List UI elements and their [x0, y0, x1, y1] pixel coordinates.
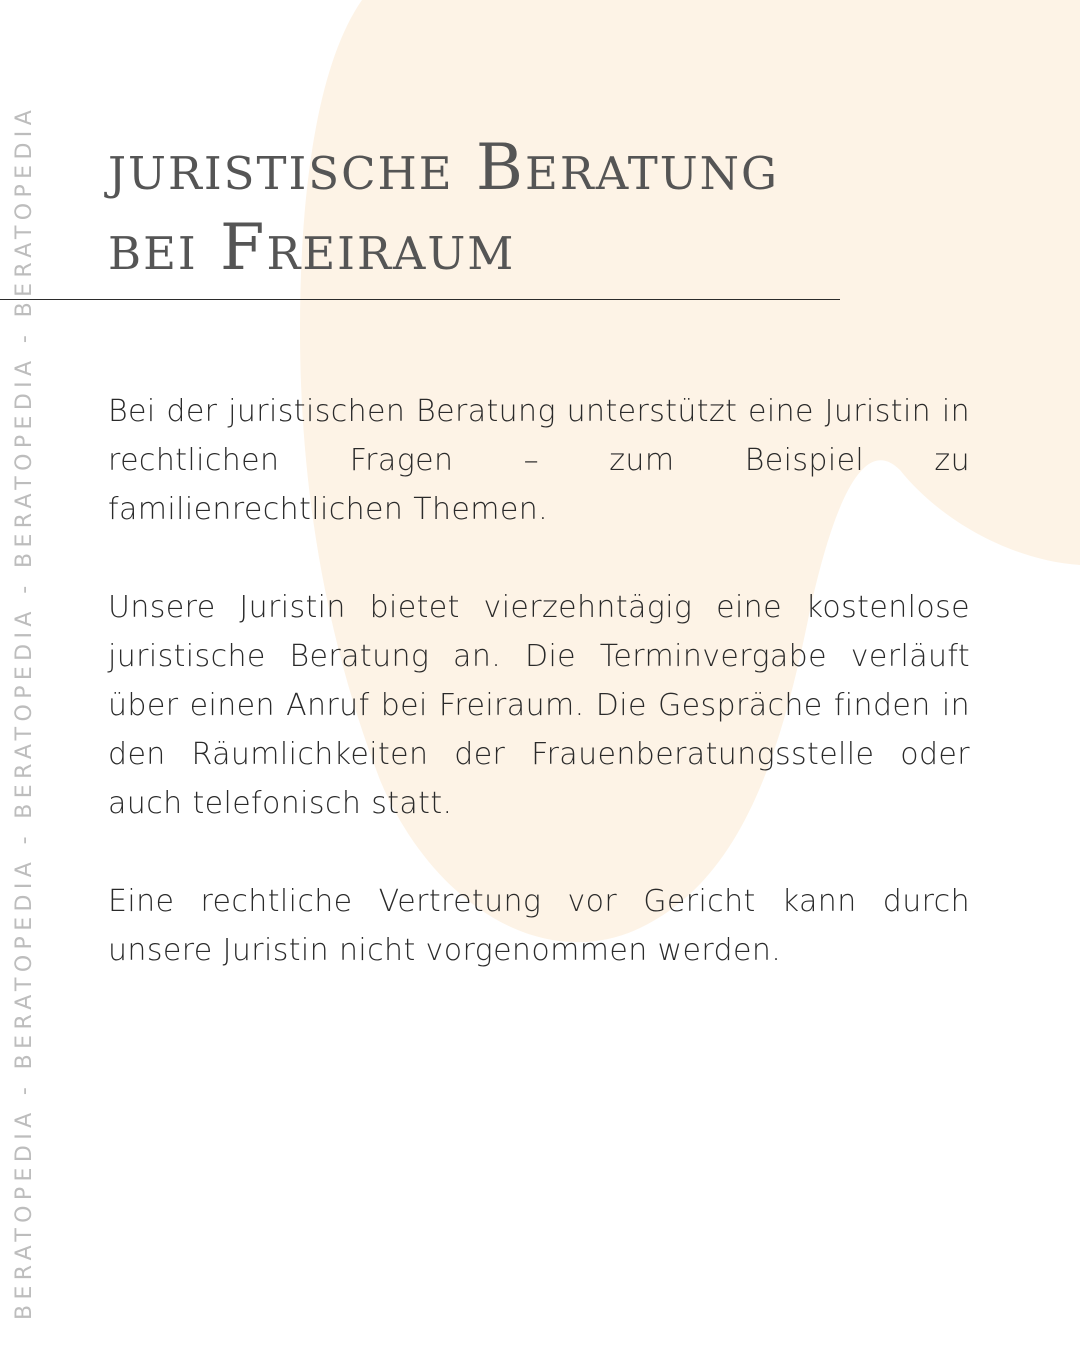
paragraph-representation: Eine rechtliche Vertretung vor Gericht kann durch unsere Juristin nicht vorgenommen werden. — [108, 884, 970, 968]
title-line-1: juristische Beratung — [108, 131, 779, 205]
paragraph-intro: Bei der juristischen Beratung unterstützt eine Juristin in rechtlichen Fragen – zum Beispiel zu familienrechtlichen Themen. — [108, 394, 970, 527]
paragraph-appointments: Unsere Juristin bietet vierzehntägig eine kostenlose juristische Beratung an. Die Terminvergabe verläuft über einen Anruf bei Freiraum. Die Gespräche finden in den Räumlichkeiten der Frauenberatungsstelle oder auch telefonisch statt. — [108, 590, 970, 821]
body-content — [108, 387, 970, 1024]
page-title — [108, 128, 779, 288]
title-line-2: bei Freiraum — [108, 211, 516, 285]
vertical-watermark: BERATOPEDIA - BERATOPEDIA - BERATOPEDIA - BERATOPEDIA - BERATOPEDIA — [12, 104, 37, 1320]
title-divider — [0, 299, 840, 300]
